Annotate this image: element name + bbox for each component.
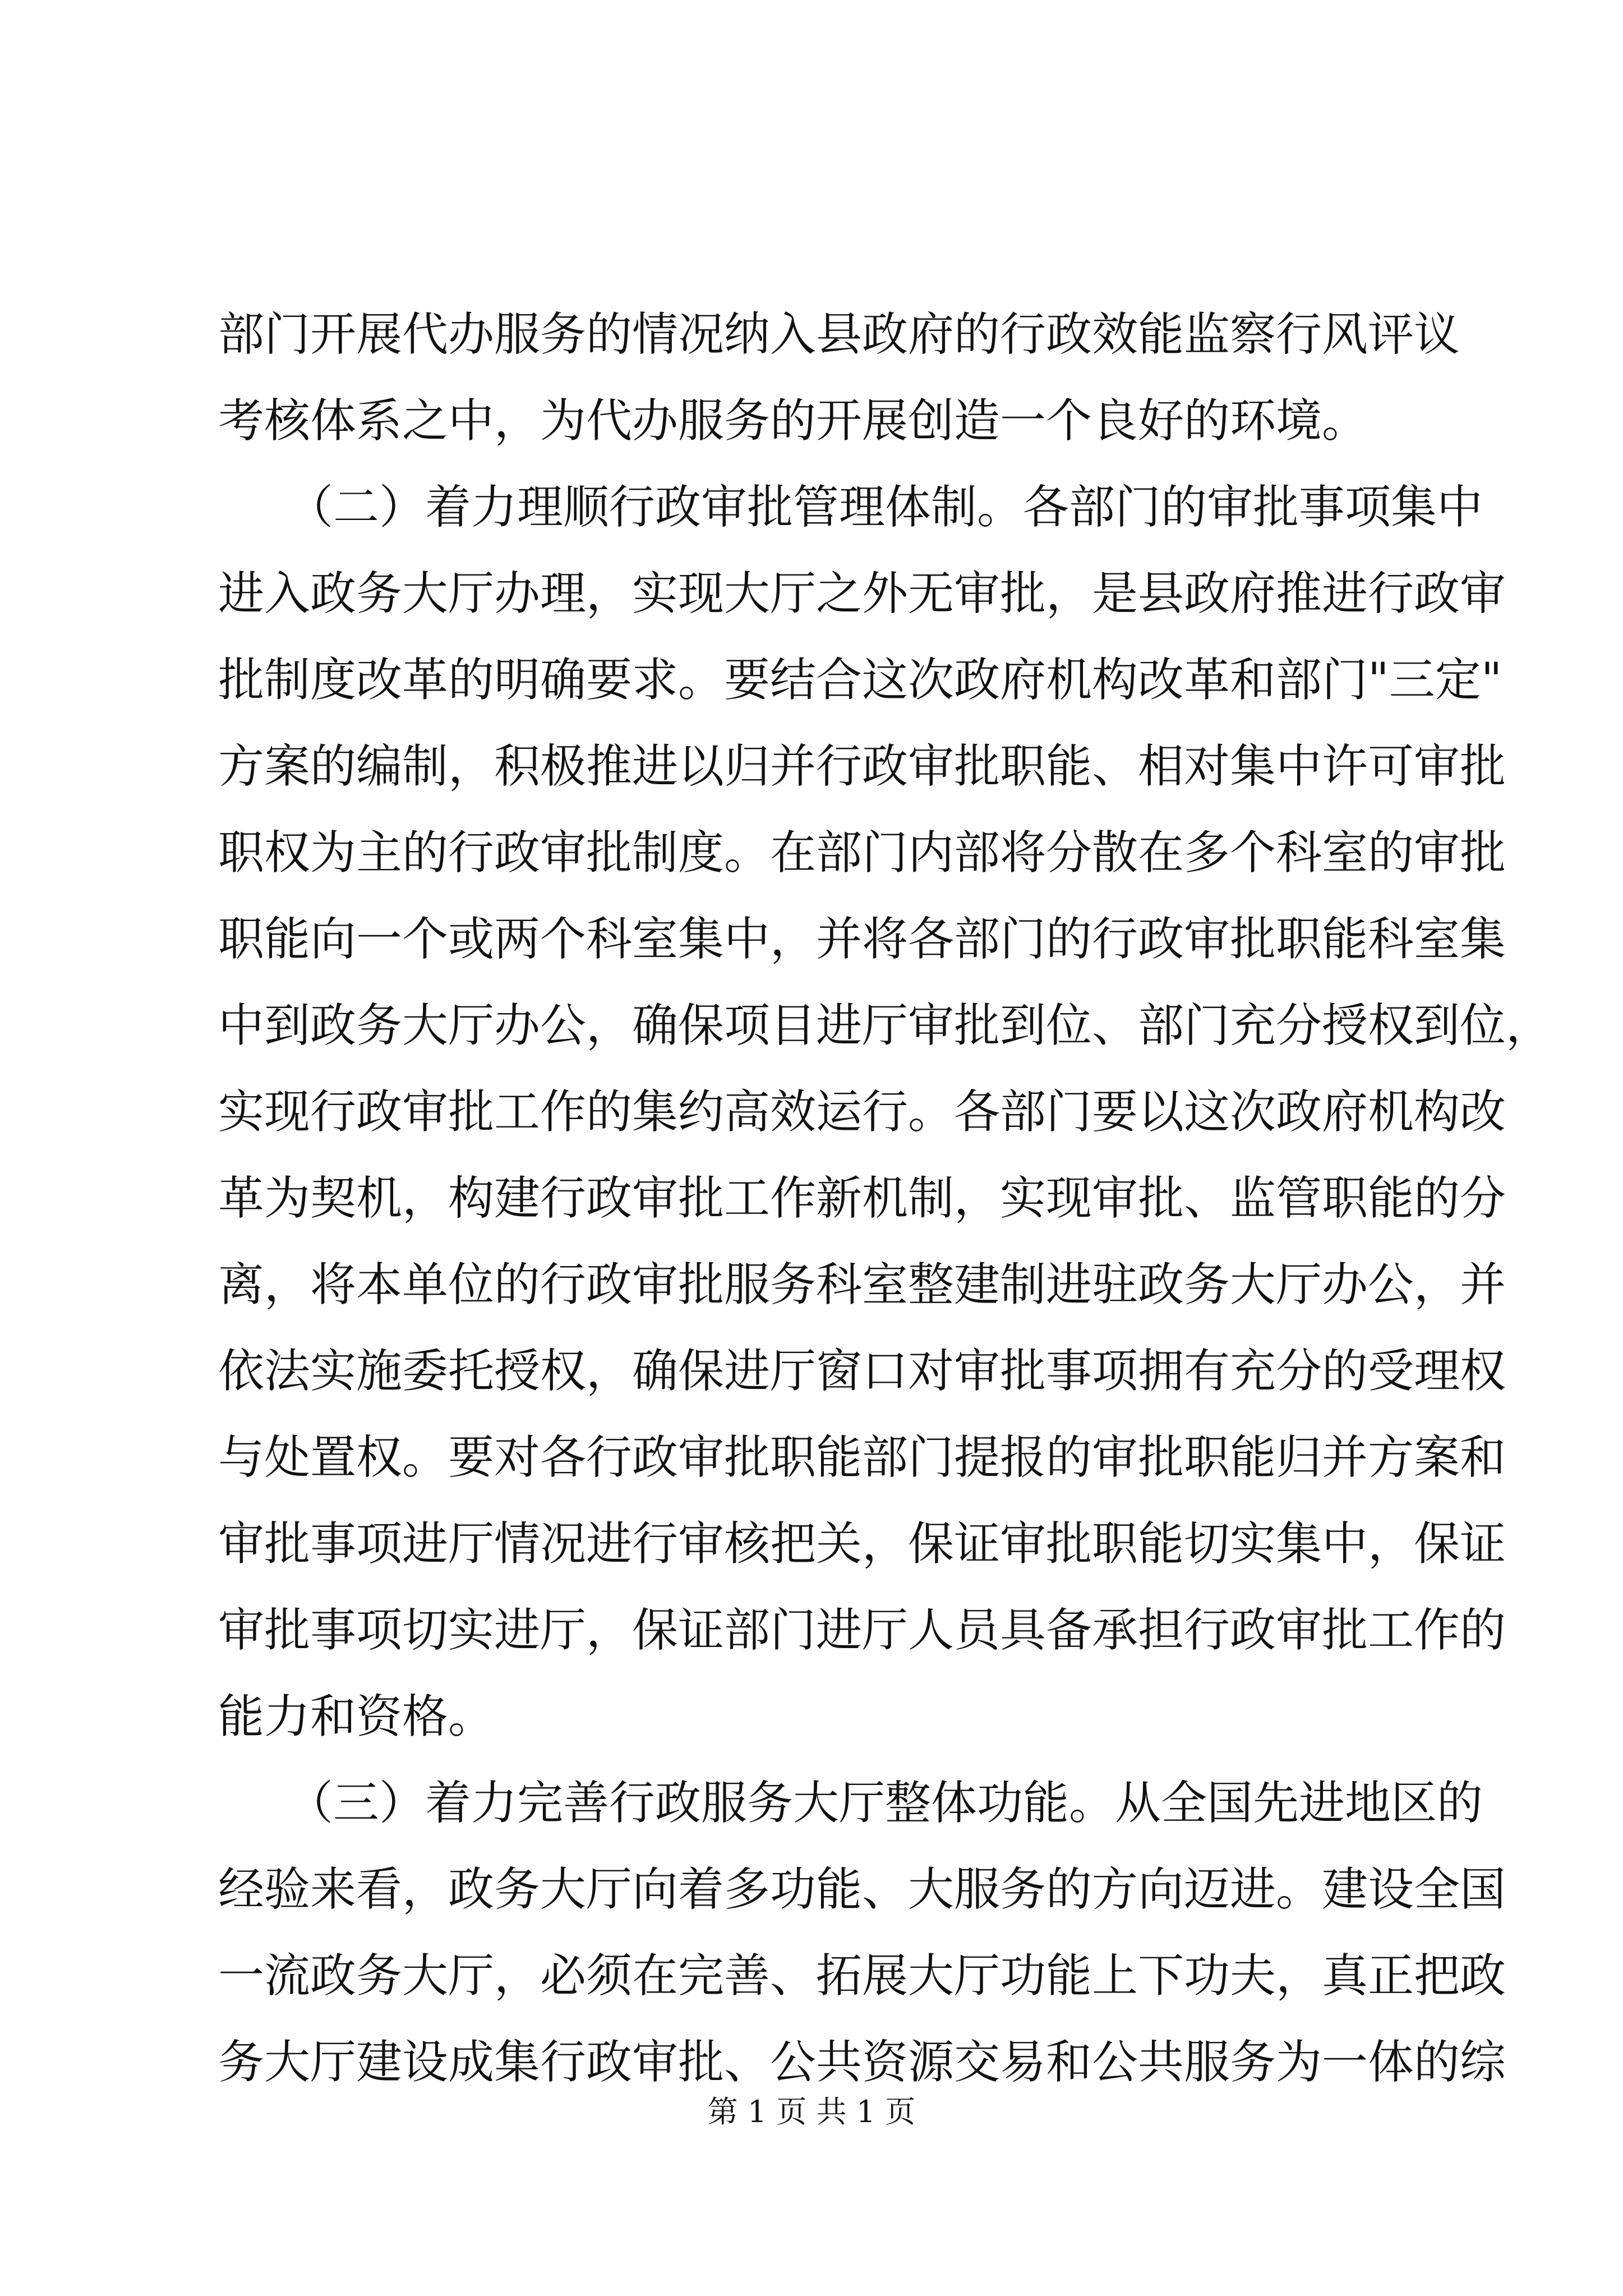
text-line: 实现行政审批工作的集约高效运行。各部门要以这次政府机构改 <box>218 1085 1506 1139</box>
text-line: 革为契机，构建行政审批工作新机制，实现审批、监管职能的分 <box>218 1172 1506 1225</box>
text-line: 批制度改革的明确要求。要结合这次政府机构改革和部门"三定" <box>218 654 1502 707</box>
text-line: 考核体系之中，为代办服务的开展创造一个良好的环境。 <box>218 394 1368 448</box>
text-line: 能力和资格。 <box>218 1690 495 1743</box>
text-line: 经验来看，政务大厅向着多功能、大服务的方向迈进。建设全国 <box>218 1863 1506 1916</box>
text-line: 进入政务大厅办理，实现大厅之外无审批，是县政府推进行政审 <box>218 567 1506 620</box>
text-line: 方案的编制，积极推进以归并行政审批职能、相对集中许可审批 <box>218 740 1506 793</box>
text-line: 职权为主的行政审批制度。在部门内部将分散在多个科室的审批 <box>218 826 1506 880</box>
text-line: 一流政务大厅，必须在完善、拓展大厅功能上下功夫，真正把政 <box>218 1949 1506 2003</box>
text-line: 离，将本单位的行政审批服务科室整建制进驻政务大厅办公，并 <box>218 1258 1506 1312</box>
text-line: 职能向一个或两个科室集中，并将各部门的行政审批职能科室集 <box>218 913 1506 966</box>
text-line: 审批事项进厅情况进行审核把关，保证审批职能切实集中，保证 <box>218 1517 1506 1571</box>
text-line: 中到政务大厅办公，确保项目进厅审批到位、部门充分授权到位， <box>218 999 1552 1052</box>
text-line: 审批事项切实进厅，保证部门进厅人员具备承担行政审批工作的 <box>218 1604 1506 1657</box>
paragraph-heading-line: （二）着力理顺行政审批管理体制。各部门的审批事项集中 <box>218 481 1483 534</box>
text-line: 部门开展代办服务的情况纳入县政府的行政效能监察行风评议 <box>218 308 1460 361</box>
text-line: 依法实施委托授权，确保进厅窗口对审批事项拥有充分的受理权 <box>218 1345 1506 1398</box>
text-line: 务大厅建设成集行政审批、公共资源交易和公共服务为一体的综 <box>218 2036 1506 2089</box>
paragraph-heading-line: （三）着力完善行政服务大厅整体功能。从全国先进地区的 <box>218 1777 1483 1830</box>
body-text <box>218 292 1552 2106</box>
text-line: 与处置权。要对各行政审批职能部门提报的审批职能归并方案和 <box>218 1431 1506 1484</box>
page-footer: 第 1 页 共 1 页 <box>707 2094 916 2129</box>
